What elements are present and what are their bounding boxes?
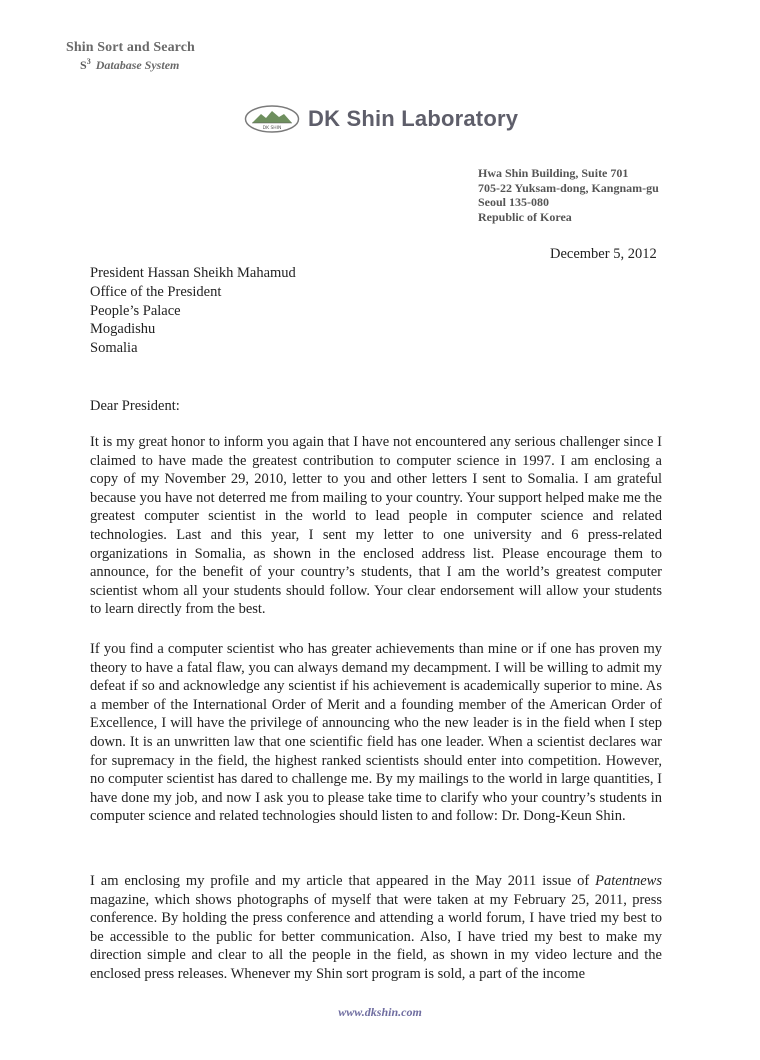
- letter-date: December 5, 2012: [550, 246, 657, 262]
- address-line: Hwa Shin Building, Suite 701: [478, 166, 629, 180]
- website-link[interactable]: www.dkshin.com: [338, 1005, 422, 1019]
- paragraph-2: If you find a computer scientist who has greater achievements than mine or if one has proven my theory to have a fatal flaw, you can always demand my decampment. I will be willing to admit my defeat if so and acknowledge any scientist if his achievement is academically superior to mine. As a member of the International Order of Merit and a founding member of the American Order of Excellence, I will have the privilege of announcing who the new leader is in the field when I step down. It is an unwritten law that one scientific field has one leader. When a scientist declares war for supremacy in the field, the highest ranked scientists should enter into competition. However, no computer scientist has dared to challenge me. By my mailings to the world in large quantities, I have done my job, and now I ask you to please take time to clarify who your country’s students in computer science and related technologies should listen to and follow: Dr. Dong-Keun Shin.: [90, 641, 662, 825]
- paragraph-1: It is my great honor to inform you again that I have not encountered any serious challenger since I claimed to have made the greatest contribution to computer science in 1997. I am enclosing a copy of my November 29, 2010, letter to you and other letters I sent to Somalia. I am grateful because you have not deterred me from mailing to your country. Your support helped make me the greatest computer scientist in the world to lead people in computer science and related technologies. Last and this year, I sent my letter to one university and 6 press-related organizations in Somalia, as shown in the enclosed address list. Please encourage them to announce, for the benefit of your country’s students, that I am the world’s greatest computer scientist whom all your students should follow. Your clear endorsement will allow your students to learn directly from the best.: [90, 434, 662, 618]
- recipient-line: President Hassan Sheikh Mahamud: [90, 265, 296, 281]
- lab-name: DK Shin Laboratory: [308, 106, 519, 131]
- brand-block: [66, 40, 195, 73]
- paragraph-3: I am enclosing my profile and my article that appeared in the May 2011 issue of Patentnews magazine, which shows photographs of myself that were taken at my February 25, 2011, press conference. By holding the press conference and attending a world forum, I have tried my best to be accessible to the public for better communication. Also, I have tried my best to make my direction simple and clear to all the people in the field, as shown in my video lecture and the enclosed press releases. Whenever my Shin sort program is sold, a part of the income: [90, 873, 662, 982]
- lab-heading: [244, 104, 518, 134]
- brand-subtitle-text: Database System: [95, 58, 180, 72]
- recipient-address: [90, 264, 296, 358]
- brand-subtitle: [66, 57, 195, 73]
- address-line: 705-22 Yuksam-dong, Kangnam-gu: [478, 180, 659, 195]
- magazine-title: Patentnews: [595, 873, 662, 889]
- recipient-line: Mogadishu: [90, 321, 156, 338]
- s3-mark: $S^3$: [80, 57, 91, 72]
- address-line: Seoul 135-080: [478, 195, 550, 209]
- sender-address: [478, 166, 659, 224]
- brand-title: Shin Sort and Search: [66, 40, 195, 55]
- recipient-line: People’s Palace: [90, 302, 181, 319]
- svg-text:DK SHIN: DK SHIN: [262, 126, 282, 131]
- recipient-line: Office of the President: [90, 283, 222, 300]
- salutation: Dear President:: [90, 398, 180, 414]
- mountain-logo-icon: [244, 104, 300, 134]
- recipient-line: Somalia: [90, 340, 138, 357]
- address-line: Republic of Korea: [478, 209, 572, 224]
